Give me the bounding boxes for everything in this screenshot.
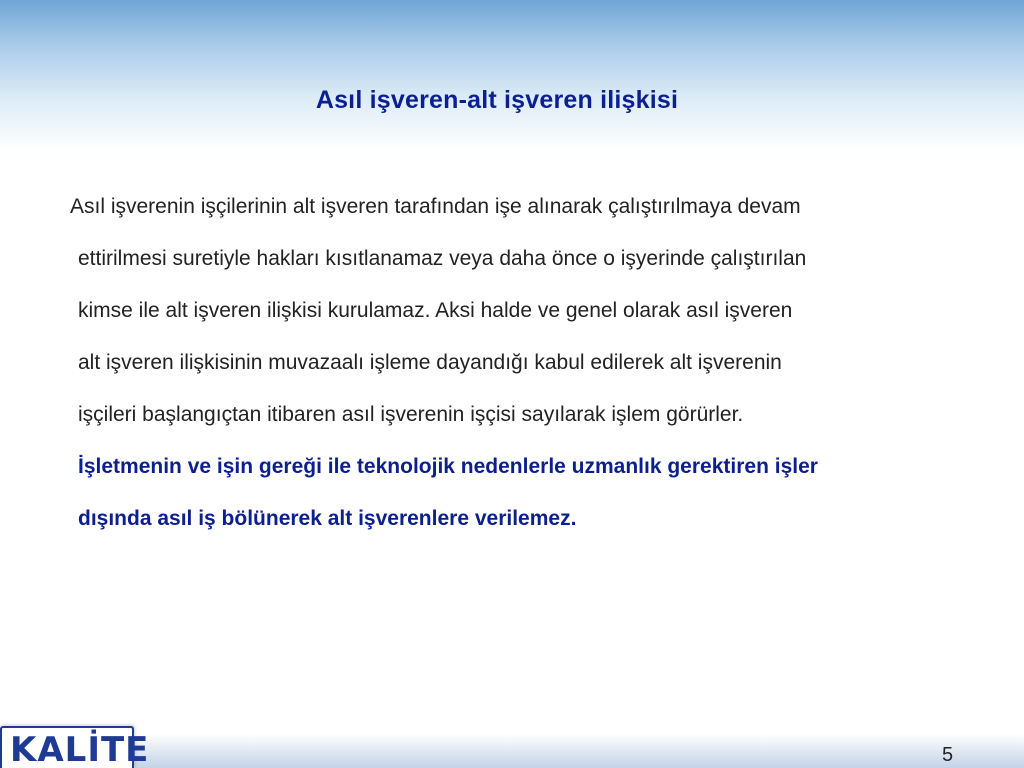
page-number: 5 — [942, 744, 954, 766]
footer-gradient-band — [0, 734, 1024, 768]
body-line: işçileri başlangıçtan itibaren asıl işverenin işçisi sayılarak işlem görürler. — [78, 403, 744, 426]
header-gradient-band — [0, 0, 1024, 150]
emphasis-line: dışında asıl iş bölünerek alt işverenlere verilemez. — [78, 507, 577, 530]
body-line: kimse ile alt işveren ilişkisi kurulamaz. Aksi halde ve genel olarak asıl işveren — [78, 299, 793, 322]
kalite-logo — [0, 726, 150, 768]
slide-title: Asıl işveren-alt işveren ilişkisi — [315, 86, 679, 114]
emphasis-line: İşletmenin ve işin gereği ile teknolojik nedenlerle uzmanlık gerektiren işler — [78, 455, 818, 478]
slide-body — [70, 190, 990, 554]
body-line: ettirilmesi suretiyle hakları kısıtlanamaz veya daha önce o işyerinde çalıştırılan — [78, 247, 807, 270]
logo-text: KALİTE — [10, 730, 150, 768]
body-line: alt işveren ilişkisinin muvazaalı işleme dayandığı kabul edilerek alt işverenin — [78, 351, 782, 374]
body-line: Asıl işverenin işçilerinin alt işveren tarafından işe alınarak çalıştırılmaya devam — [70, 195, 801, 218]
